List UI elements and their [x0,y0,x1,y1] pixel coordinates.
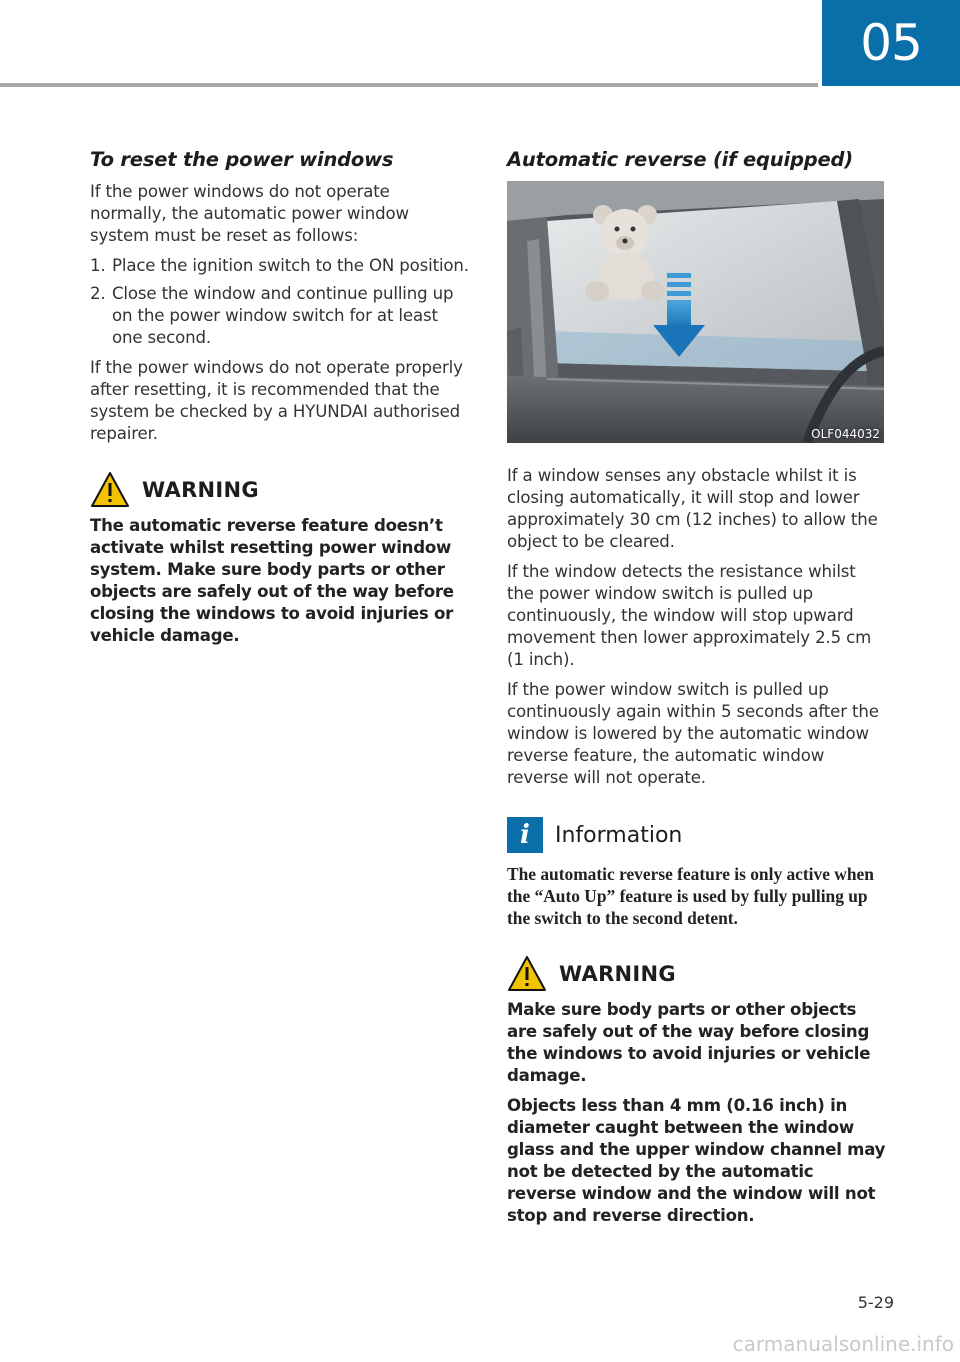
warning-text: The automatic reverse feature doesn’t activate whilst resetting power window system. Make sure body parts or other objects are safely out of the way before closing the windows to avoid injuries or vehicle damage. [90,516,454,645]
right-column [507,148,887,1235]
figure-code: OLF044032 [811,427,880,441]
warning-title: WARNING [142,478,259,502]
information-text: The automatic reverse feature is only active when the “Auto Up” feature is used by fully pulling up the switch to the second detent. [507,864,874,928]
auto-reverse-paragraph: If the power window switch is pulled up continuously again within 5 seconds after the window is lowered by the automatic window reverse feature, the automatic window reverse will not operate. [507,680,879,787]
watermark: carmanualsonline.info [732,1332,954,1356]
left-column [90,148,470,655]
step-number: 2. [90,284,106,303]
information-title: Information [555,822,683,848]
reset-intro: If the power windows do not operate normally, the automatic power window system must be reset as follows: [90,182,409,245]
section-heading-auto-reverse: Automatic reverse (if equipped) [507,148,853,171]
auto-reverse-illustration [507,181,884,443]
step-text: Place the ignition switch to the ON position. [112,256,469,275]
header-rule [0,83,818,87]
warning-header-right [507,955,887,993]
reset-after: If the power windows do not operate properly after resetting, it is recommended that the system be checked by a HYUNDAI authorised repairer. [90,358,463,443]
chapter-number: 05 [860,14,922,72]
step-text: Close the window and continue pulling up on the power window switch for at least one second. [112,284,454,347]
step-item [90,255,470,277]
auto-reverse-paragraph: If a window senses any obstacle whilst it is closing automatically, it will stop and lower approximately 30 cm (12 inches) to allow the object to be cleared. [507,466,878,551]
step-number: 1. [90,256,106,275]
page-number: 5-29 [857,1293,894,1312]
warning-header-left [90,471,470,509]
section-heading-reset: To reset the power windows [90,148,394,171]
step-item [90,283,470,349]
reset-steps [90,255,470,349]
warning-icon [507,955,547,993]
car-window-photo [507,181,884,443]
information-icon: i [507,817,543,853]
chapter-tab [822,0,960,86]
warning-text: Make sure body parts or other objects are safely out of the way before closing the windows to avoid injuries or vehicle damage. [507,1000,871,1085]
auto-reverse-paragraph: If the window detects the resistance whilst the power window switch is pulled up continuously, the window will stop upward movement then lower approximately 2.5 cm (1 inch). [507,562,872,669]
warning-text: Objects less than 4 mm (0.16 inch) in diameter caught between the window glass and the upper window channel may not be detected by the automatic reverse window and the window will not stop and reverse direction. [507,1096,886,1225]
warning-icon [90,471,130,509]
information-header [507,817,887,853]
warning-title: WARNING [559,962,676,986]
